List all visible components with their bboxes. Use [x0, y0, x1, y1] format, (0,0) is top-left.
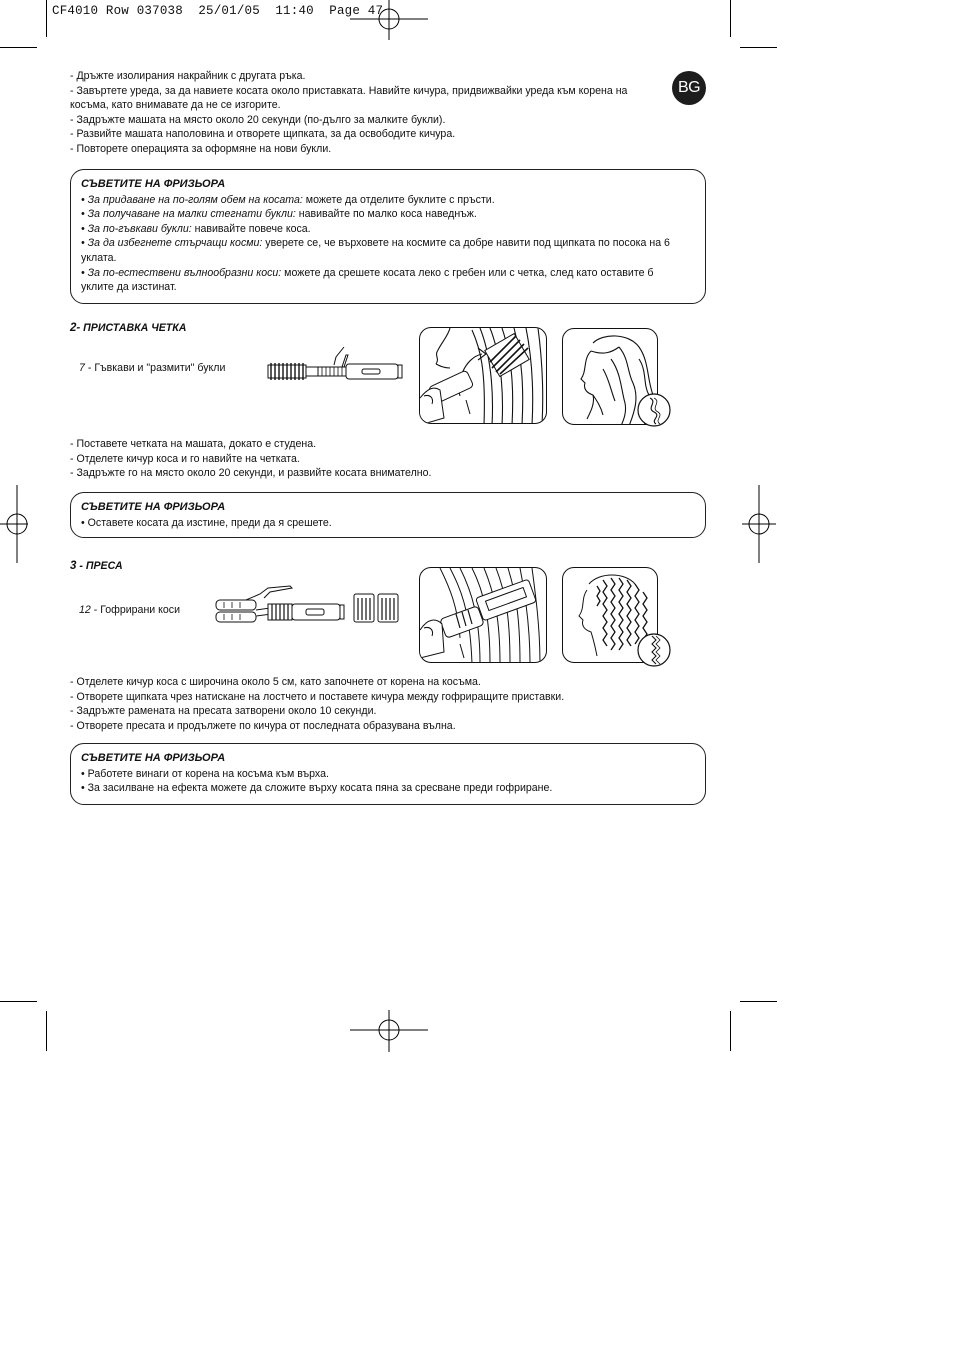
registration-mark-top — [350, 0, 430, 40]
crimp-detail-icon — [636, 632, 672, 668]
registration-mark-left — [0, 485, 30, 565]
registration-mark-right — [742, 485, 778, 565]
instruction-line: косъма, като внимавате да не се изгорите. — [70, 99, 281, 112]
curl-detail-icon — [636, 392, 672, 428]
tip-line: • Работете винаги от корена на косъма към върха. — [81, 767, 329, 780]
tip-line: • Оставете косата да изстине, преди да я срешете. — [81, 516, 332, 529]
tip-line: • За получаване на малки стегнати букли: навивайте по малко коса наведнъж. — [81, 208, 477, 221]
brush-instructions — [70, 437, 431, 481]
instruction-line: - Повторете операцията за оформяне на нови букли. — [70, 142, 332, 155]
crimper-attachment-label: 12 - Гофрирани коси — [79, 604, 181, 616]
hairdresser-tips-box-3 — [70, 743, 706, 805]
brush-attachment-label: 7 - Гъвкави и "размити" букли — [79, 362, 226, 374]
tip-line: • За придаване на по-голям обем на косата: можете да отделите буклите с пръсти. — [81, 193, 495, 206]
instruction-line: - Развийте машата наполовина и отворете щипката, за да освободите кичура. — [70, 128, 456, 141]
print-slug: CF4010 Row 037038 25/01/05 11:40 Page 47 — [52, 4, 384, 18]
instruction-line: - Отворете щипката чрез натискане на лостчето и поставете кичура между гофриращите приставки. — [70, 690, 565, 703]
tip-line: уклите да изстинат. — [81, 281, 177, 294]
tip-line: • За засилване на ефекта можете да сложите върху косата пяна за сресване преди гофриране. — [81, 782, 553, 795]
instruction-line: - Завъртете уреда, за да навиете косата около приставката. Навийте кичура, придвижвайки уреда към корена на — [70, 84, 628, 97]
tip-line: • За да избегнете стърчащи косми: уверете се, че върховете на космите са добре навити под щипката по посока на 6 — [81, 237, 670, 250]
press-instructions — [70, 675, 564, 733]
instruction-line: - Задръжте го на място около 20 секунди, и развийте косата внимателно. — [70, 467, 432, 480]
instruction-line: - Задръжте рамената на пресата затворени около 10 секунди. — [70, 705, 377, 718]
hairdresser-tips-box-2 — [70, 492, 706, 538]
hairdresser-tips-box-1 — [70, 169, 706, 304]
crimper-plates-icon — [352, 592, 400, 624]
tips-title: СЪВЕТИТЕ НА ФРИЗЬОРА — [81, 178, 226, 190]
crimper-attachment-icon — [210, 584, 346, 628]
tip-line: • За по-естествени вълнообразни коси: можете да срешете косата леко с гребен или с четка, след като оставите б — [81, 266, 654, 279]
tip-line: уклата. — [81, 251, 117, 264]
instruction-line: - Задръжте машата на място около 20 секунди (по-дълго за малките букли). — [70, 113, 446, 126]
intro-instructions — [70, 69, 627, 157]
registration-mark-bottom — [350, 1010, 430, 1055]
crimper-usage-illustration — [419, 567, 547, 663]
tips-title: СЪВЕТИТЕ НА ФРИЗЬОРА — [81, 501, 226, 513]
section-title-brush: 2- ПРИСТАВКА ЧЕТКА — [70, 322, 187, 334]
language-badge: BG — [672, 71, 706, 105]
instruction-line: - Отворете пресата и продължете по кичура от последната образувана вълна. — [70, 719, 456, 732]
instruction-line: - Поставете четката на машата, докато е студена. — [70, 438, 317, 450]
brush-attachment-icon — [262, 345, 404, 385]
tips-title: СЪВЕТИТЕ НА ФРИЗЬОРА — [81, 752, 226, 764]
instruction-line: - Отделете кичур коса и го навийте на четката. — [70, 452, 300, 465]
instruction-line: - Отделете кичур коса с широчина около 5 см, като започнете от корена на косъма. — [70, 676, 481, 688]
brush-usage-illustration — [419, 327, 547, 424]
instruction-line: - Дръжте изолирания накрайник с другата ръка. — [70, 70, 306, 82]
tip-line: • За по-гъвкави букли: навивайте повече коса. — [81, 222, 311, 235]
section-title-press: 3 - ПРЕСА — [70, 560, 123, 572]
